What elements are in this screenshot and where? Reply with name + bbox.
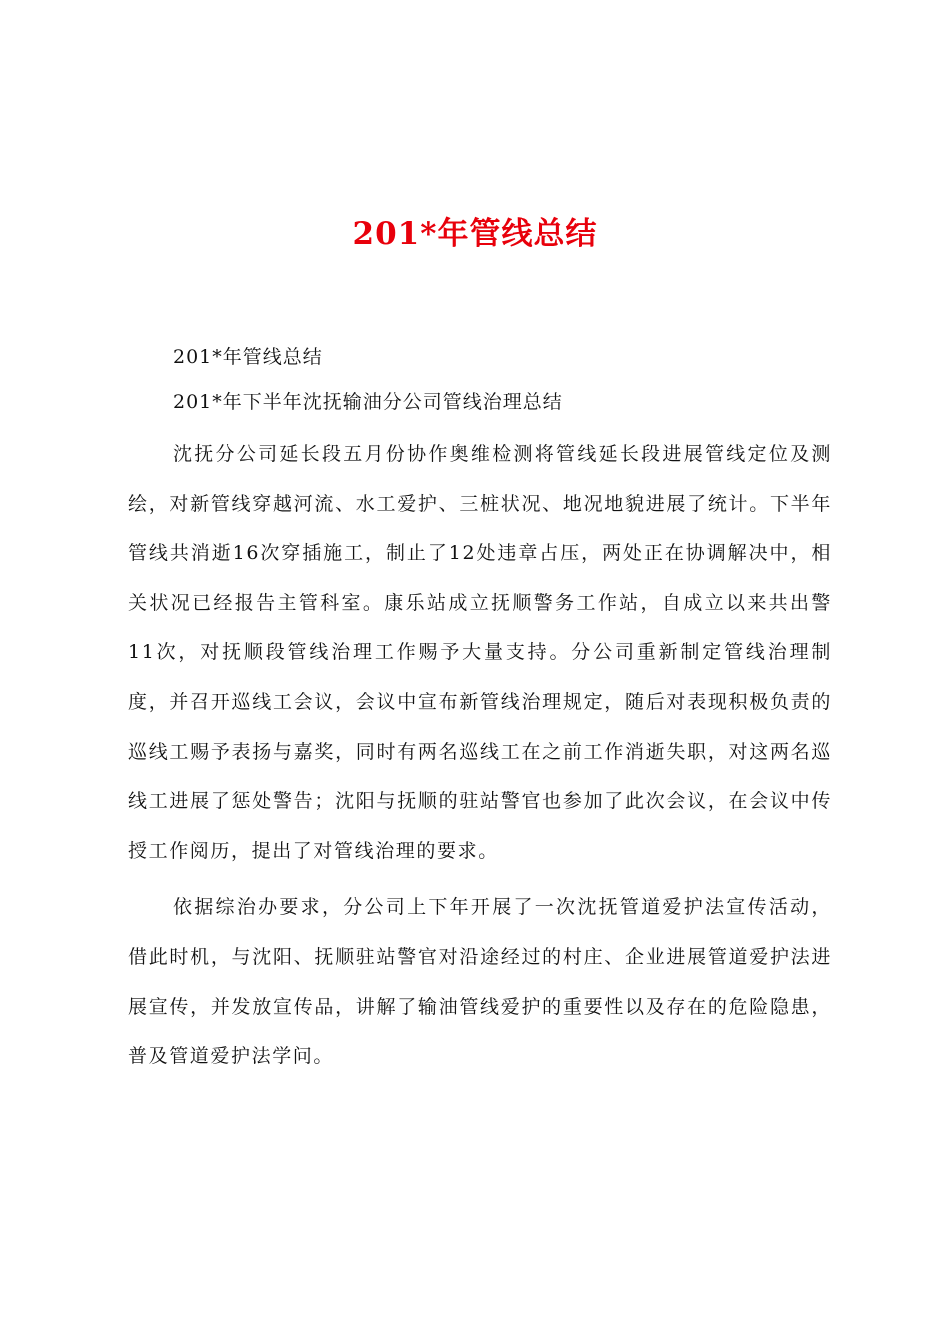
document-title: 201*年管线总结 [352, 216, 598, 252]
document-body [128, 344, 832, 1082]
paragraph-2: 依据综治办要求，分公司上下年开展了一次沈抚管道爱护法宣传活动，借此时机，与沈阳、抚顺驻站警官对沿途经过的村庄、企业进展管道爱护法进展宣传，并发放宣传品，讲解了输油管线爱护的重要性以及存在的危险隐患，普及管道爱护法学问。 [128, 896, 832, 1068]
paragraph-1: 沈抚分公司延长段五月份协作奥维检测将管线延长段进展管线定位及测绘，对新管线穿越河流、水工爱护、三桩状况、地况地貌进展了统计。下半年管线共消逝16次穿插施工，制止了12处违章占压，两处正在协调解决中，相关状况已经报告主管科室。康乐站成立抚顺警务工作站，自成立以来共出警11次，对抚顺段管线治理工作赐予大量支持。分公司重新制定管线治理制度，并召开巡线工会议，会议中宣布新管线治理规定，随后对表现积极负责的巡线工赐予表扬与嘉奖，同时有两名巡线工在之前工作消逝失职，对这两名巡线工进展了惩处警告；沈阳与抚顺的驻站警官也参加了此次会议，在会议中传授工作阅历，提出了对管线治理的要求。 [128, 443, 832, 862]
heading-line-1: 201*年管线总结 [173, 346, 323, 368]
heading-line-2: 201*年下半年沈抚输油分公司管线治理总结 [173, 391, 563, 413]
